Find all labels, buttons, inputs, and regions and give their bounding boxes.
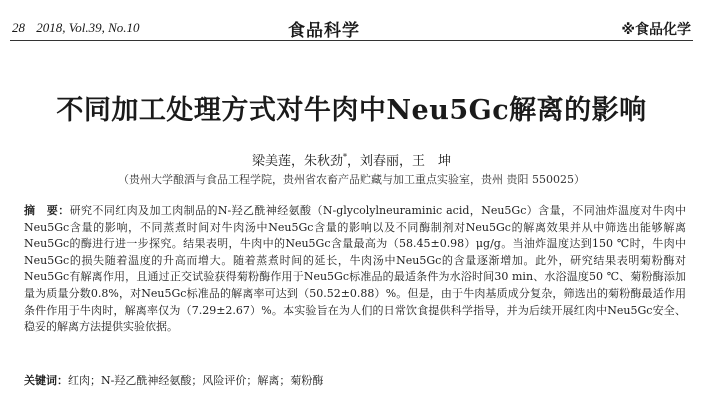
keywords-label: 关键词： [24,374,68,387]
authors-rest: ，刘春丽，王 坤 [347,154,452,169]
journal-issue: 2018, Vol.39, No.10 [36,20,140,35]
page-number: 28 [12,20,25,35]
journal-logo: 食品科学 [288,21,360,41]
page-header [10,14,693,41]
corresponding-mark: * [343,152,347,162]
section-label: ※食品化学 [621,22,691,38]
abstract [24,203,686,336]
article-title: 不同加工处理方式对牛肉中Neu5Gc解离的影响 [56,95,647,126]
keywords-text: 红肉；N-羟乙酰神经氨酸；风险评价；解离；菊粉酶 [68,374,324,387]
keywords [24,372,686,388]
abstract-label: 摘 要： [24,204,70,217]
abstract-text: 研究不同红肉及加工肉制品的N-羟乙酰神经氨酸（N-glycolylneuraminic acid，Neu5Gc）含量，不同油炸温度对牛肉中Neu5Gc含量的影响，不同蒸煮时间对牛肉汤中Neu5Gc含量的影响以及不同酶制剂对Neu5Gc的解离效果并从中筛选出能够解离Neu5Gc的酶进行进一步探究。结果表明，牛肉中的Neu5Gc含量最高为（58.45±0.98）μg/g。当油炸温度达到150 ℃时，牛肉中Neu5Gc的损失随着温度的升高而增大。随着蒸煮时间的延长，牛肉汤中Neu5Gc的含量逐渐增加。此外，研究结果表明菊粉酶对Neu5Gc有解离作用，且通过正交试验获得菊粉酶作用于Neu5Gc标准品的最适条件为水浴时间30 min、水浴温度50 ℃、菊粉酶添加量为质量分数0.8%，对Neu5Gc标准品的解离率可达到（50.52±0.88）%。但是，由于牛肉基质成分复杂，筛选出的菊粉酶最适作用条件作用于牛肉时，解离率仅为（7.29±2.67）%。本实验旨在为人们的日常饮食提供科学指导，并为后续开展红肉中Neu5Gc安全、稳妥的解离方法提供实验依据。 [24,204,687,334]
affiliation: （贵州大学酿酒与食品工程学院，贵州省农畜产品贮藏与加工重点实验室，贵州 贵阳 550025） [118,173,585,186]
journal-info [12,20,140,36]
authors-first: 梁美莲，朱秋劲 [251,154,343,169]
authors-line [0,150,703,169]
